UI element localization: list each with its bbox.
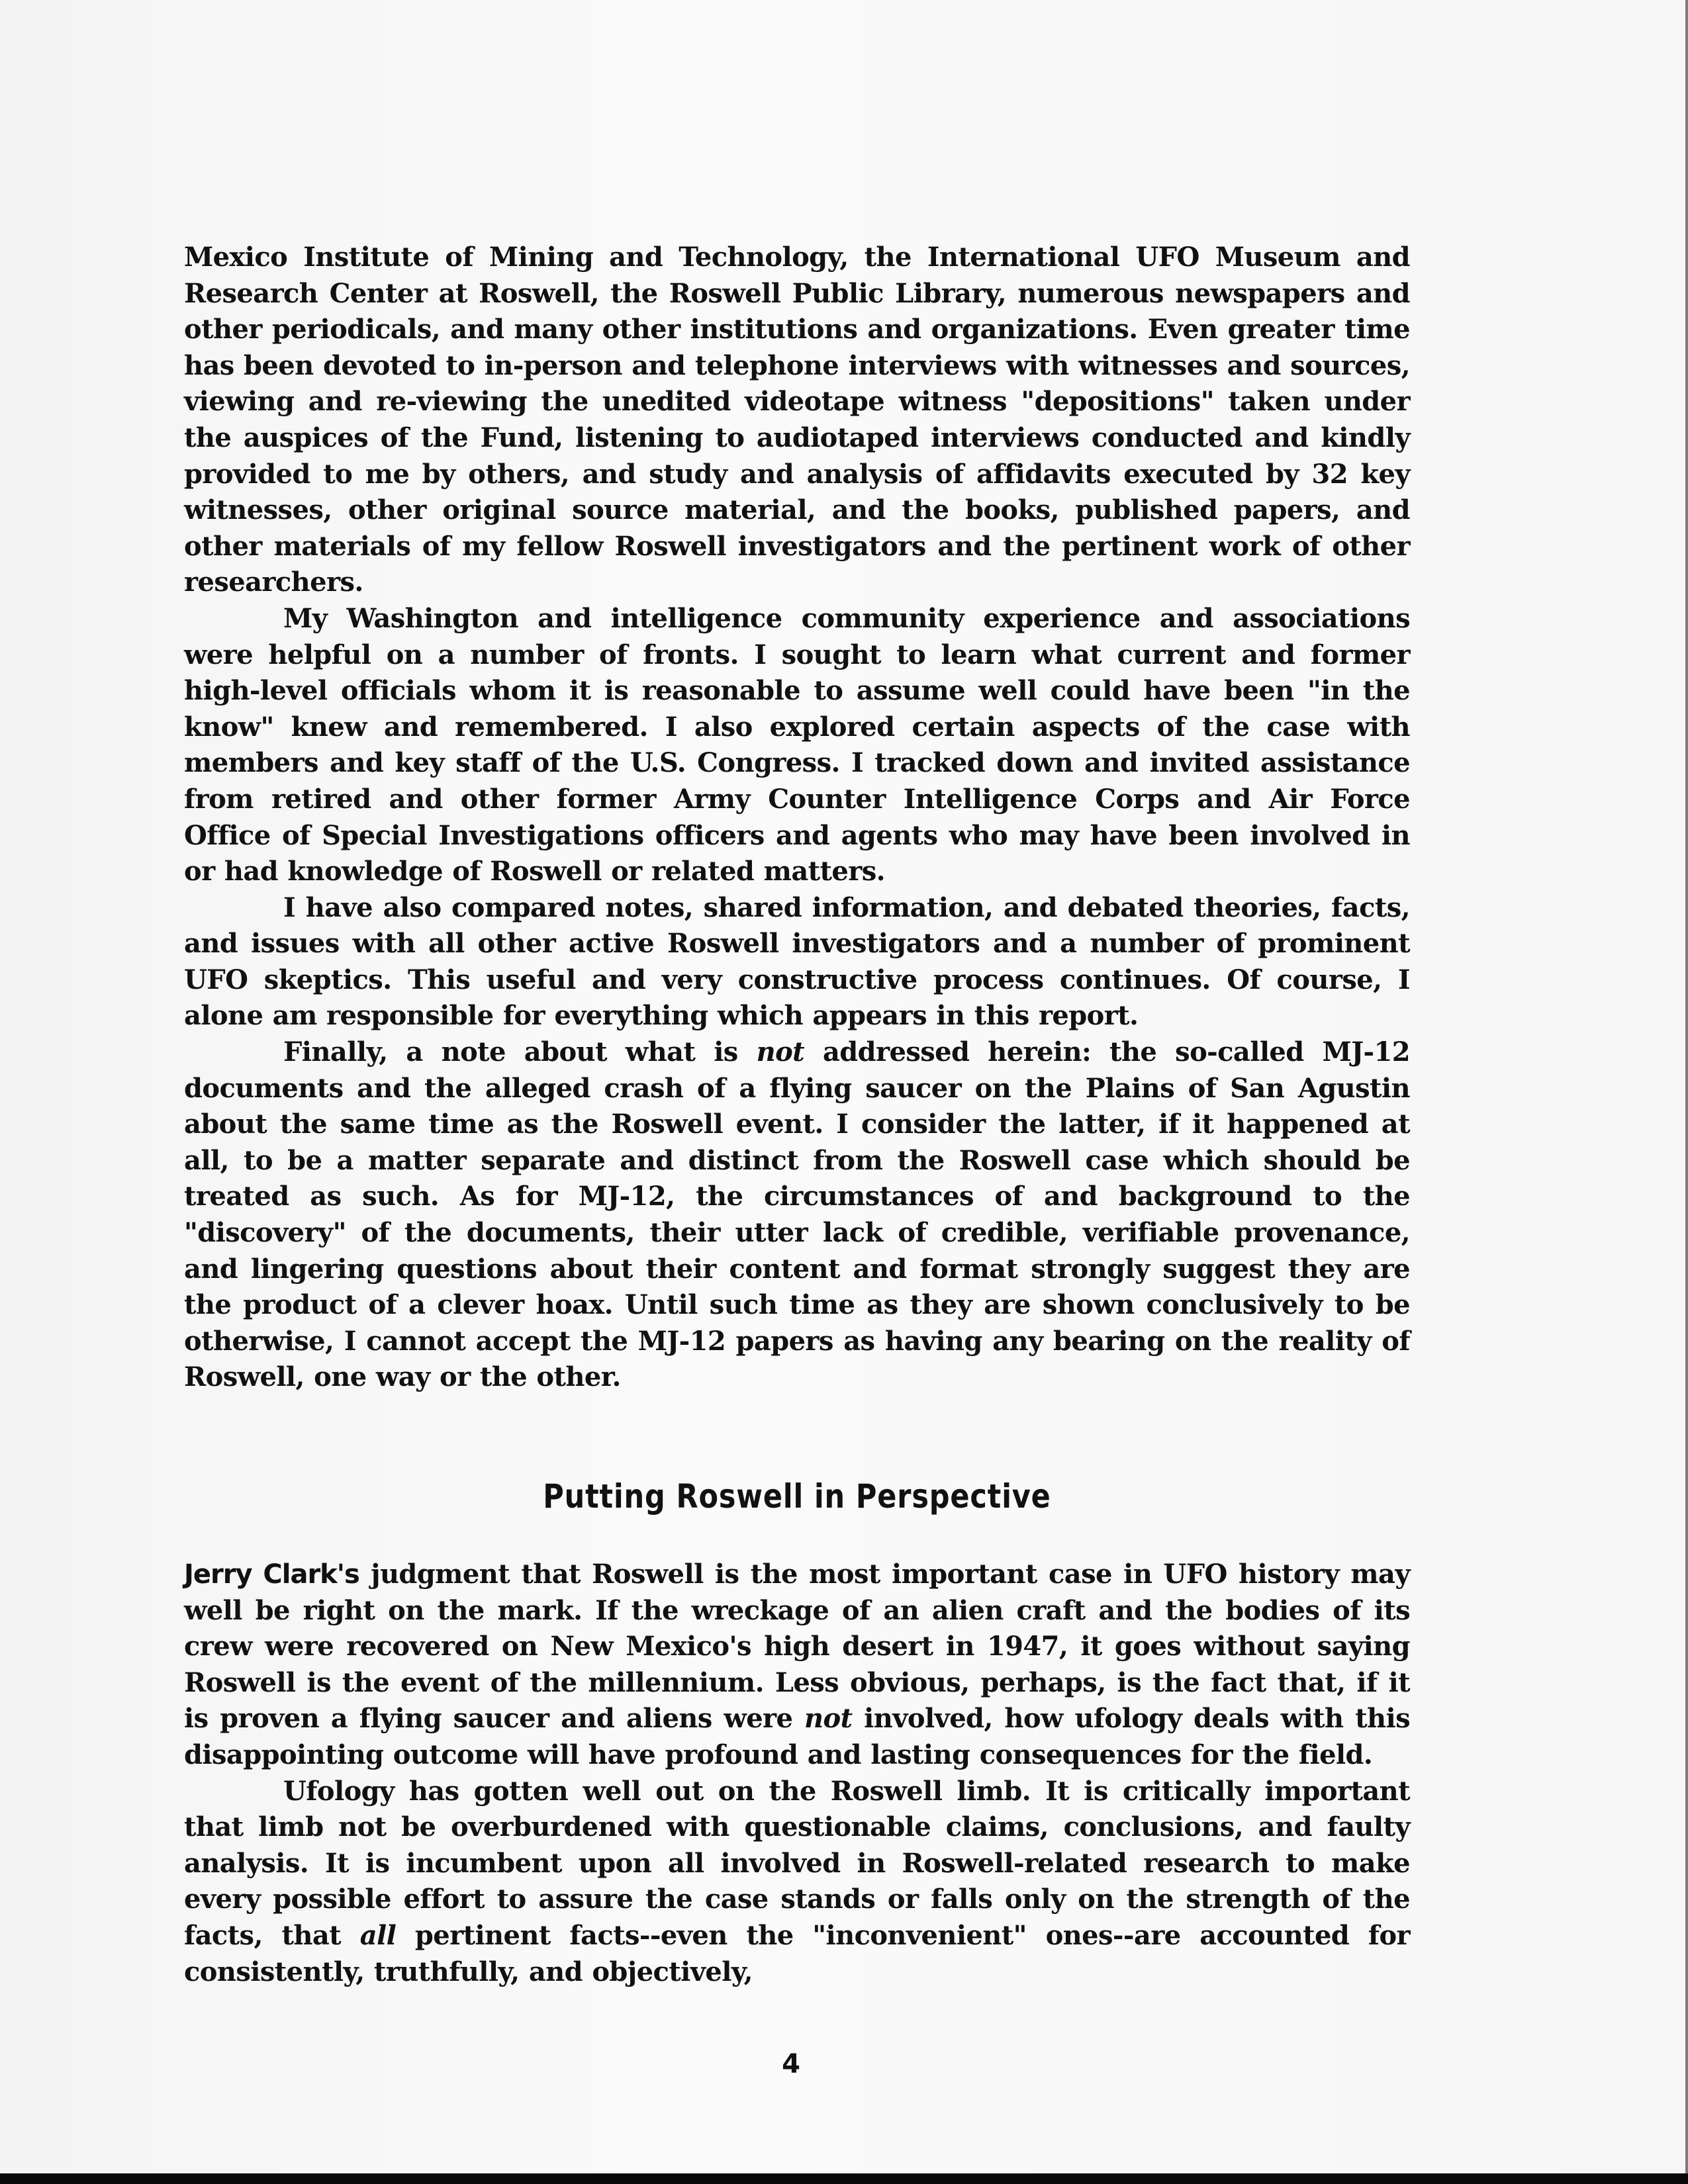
emphasis-not: not	[756, 1036, 805, 1068]
text-run: addressed herein: the so-called MJ-12 documents and the alleged crash of a flying saucer on the Plains of San Agustin about the same time as the Roswell event. I consider the latter, if it happened at all, to be a matter separate and distinct from the Roswell case which should be treated as such. As for MJ-12, the circumstances of and background to the "discovery" of the documents, their utter lack of credible, verifiable provenance, and lingering questions about their content and format strongly suggest they are the product of a clever hoax. Until such time as they are shown conclusively to be otherwise, I cannot accept the MJ-12 papers as having any bearing on the reality of Roswell, one way or the other.	[184, 1036, 1410, 1393]
text-run: Ufology has gotten well out on the Roswell limb. It is critically important that limb not be overburdened with questionable claims, conclusions, and faulty analysis. It is incumbent upon all involved in Roswell-related research to make every possible effort to assure the case stands or falls only on the strength of the facts, that	[184, 1775, 1410, 1951]
lead-name: Jerry Clark's	[184, 1559, 359, 1590]
paragraph-ufology-limb	[184, 1774, 1410, 1991]
paragraph-research-sources: Mexico Institute of Mining and Technology, the International UFO Museum and Research Center at Roswell, the Roswell Public Library, numerous newspapers and other periodicals, and many other institutions and organizations. Even greater time has been devoted to in-person and telephone interviews with witnesses and sources, viewing and re-viewing the unedited videotape witness "depositions" taken under the auspices of the Fund, listening to audiotaped interviews conducted and kindly provided to me by others, and study and analysis of affidavits executed by 32 key witnesses, other original source material, and the books, published papers, and other materials of my fellow Roswell investigators and the pertinent work of other researchers.	[184, 242, 1410, 598]
section-heading: Putting Roswell in Perspective	[543, 1477, 1051, 1516]
body-text-section-1	[184, 240, 1410, 1396]
paragraph-jerry-clark	[184, 1557, 1410, 1774]
emphasis-all: all	[359, 1919, 397, 1951]
text-run: judgment that Roswell is the most important case in UFO history may well be right on the mark. If the wreckage of an alien craft and the bodies of its crew were recovered on New Mexico's high desert in 1947, it goes without saying Roswell is the event of the millennium. Less obvious, perhaps, is the fact that, if it is proven a flying saucer and aliens were	[184, 1559, 1410, 1735]
scan-bottom-border	[0, 2173, 1688, 2184]
body-text-section-2	[184, 1557, 1410, 1990]
paragraph-mj12-note	[184, 1034, 1410, 1396]
text-run: involved, how ufology deals with this disappointing outcome will have profound and lasting consequences for the field.	[184, 1703, 1411, 1770]
paragraph-washington-experience: My Washington and intelligence community experience and associations were helpful on a number of fronts. I sought to learn what current and former high-level officials whom it is reasonable to assume well could have been "in the know" knew and remembered. I also explored certain aspects of the case with members and key staff of the U.S. Congress. I tracked down and invited assistance from retired and other former Army Counter Intelligence Corps and Air Force Office of Special Investigations officers and agents who may have been involved in or had knowledge of Roswell or related matters.	[184, 602, 1410, 887]
text-run: Finally, a note about what is	[283, 1036, 757, 1068]
text-run: pertinent facts--even the "inconvenient" ones--are accounted for consistently, truthfully, and objectively,	[184, 1919, 1410, 1987]
page-number: 4	[782, 2049, 800, 2079]
scan-edge-shadow	[1685, 0, 1688, 2184]
paragraph-compared-notes: I have also compared notes, shared information, and debated theories, facts, and issues with all other active Roswell investigators and a number of prominent UFO skeptics. This useful and very constructive process continues. Of course, I alone am responsible for everything which appears in this report.	[184, 891, 1410, 1032]
emphasis-not: not	[804, 1703, 853, 1735]
